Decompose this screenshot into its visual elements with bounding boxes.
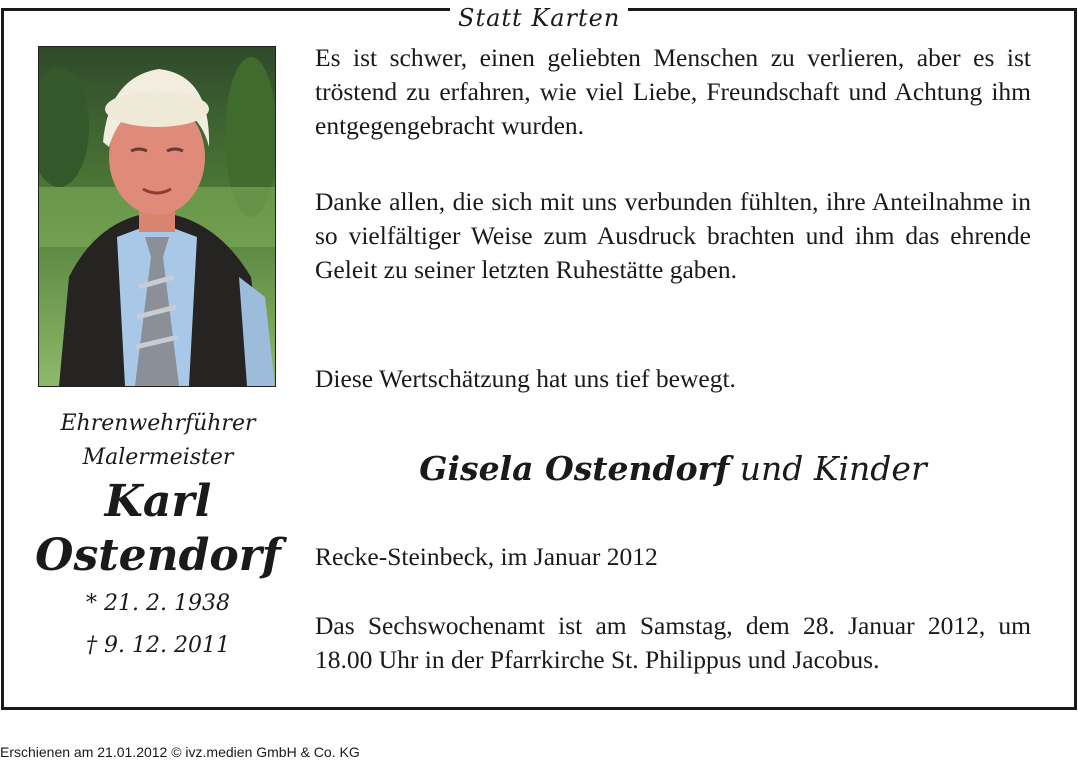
place-date [315,540,1031,574]
death-date: † 9. 12. 2011 [86,633,230,658]
portrait-photo [38,46,276,387]
deceased-info [24,407,292,667]
paragraph-1-text: Es ist schwer, einen geliebten Menschen zu verlieren, aber es ist tröstend zu erfahren, wie viel Liebe, Freundschaft und Achtung ihm entgegengebracht wurden. [315,43,1031,140]
signature-rest: und Kinder [739,449,927,488]
header-label: Statt Karten [450,4,628,32]
paragraph-3-text: Diese Wertschätzung hat uns tief bewegt. [315,364,736,393]
honorary-title: Ehrenwehrführer [60,411,256,436]
birth-date: * 21. 2. 1938 [86,591,230,616]
thanks-paragraph-1 [315,41,1031,143]
first-name: Karl [104,476,212,527]
service-notice-text: Das Sechswochenamt ist am Samstag, dem 28. Januar 2012, um 18.00 Uhr in der Pfarrkirche St. Philippus und Jacobus. [315,611,1031,674]
paragraph-2-text: Danke allen, die sich mit uns verbunden fühlten, ihre Anteilnahme in so vielfältiger Weise zum Ausdruck brachten und ihm das ehrende Geleit zu seiner letzten Ruhestätte gaben. [315,187,1031,284]
signature [315,447,1031,491]
thanks-paragraph-2 [315,185,1031,287]
signature-name: Gisela Ostendorf [419,449,730,488]
publication-footer: Erschienen am 21.01.2012 © ivz.medien GmbH & Co. KG [0,744,360,760]
place-date-text: Recke-Steinbeck, im Januar 2012 [315,542,658,571]
thanks-paragraph-3 [315,362,1031,396]
service-notice [315,609,1031,677]
last-name: Ostendorf [35,530,281,581]
profession: Malermeister [82,445,234,470]
